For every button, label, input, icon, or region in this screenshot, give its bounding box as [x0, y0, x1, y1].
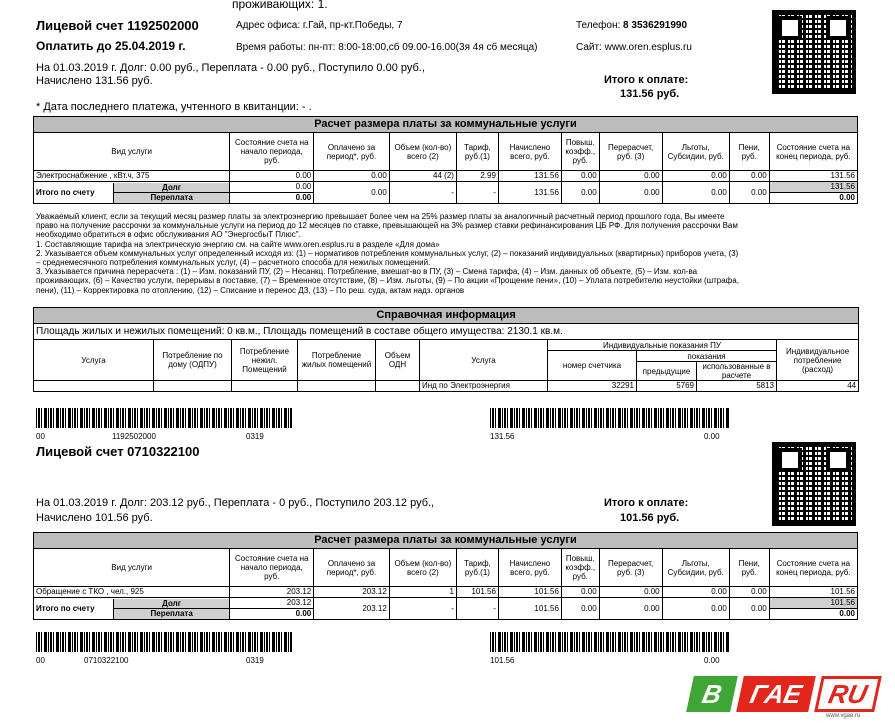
- table-row: Электроснабжение , кВт.ч, 375 0.00 0.00 44 (2) 2.99 131.56 0.00 0.00 0.00 0.00 131.56: [34, 171, 858, 182]
- balance-line: На 01.03.2019 г. Долг: 0.00 руб., Переплата - 0.00 руб., Поступило 0.00 руб.,: [36, 62, 425, 74]
- total-row-over: 0.00 0.00: [34, 193, 858, 204]
- account-number-2: Лицевой счет 0710322100: [36, 444, 200, 459]
- total-row-over-2: 0.00 0.00: [34, 609, 858, 620]
- col-charged: Начислено всего, руб.: [498, 133, 561, 171]
- table-row: Обращение с ТКО , чел., 925 203.12 203.12 1 101.56 101.56 0.00 0.00 0.00 0.00 101.56: [34, 587, 858, 598]
- ref-area: Площадь жилых и нежилых помещений: 0 кв.м., Площадь помещений в составе общего имущества: 2130.1 кв.м.: [34, 324, 859, 340]
- col-service: Вид услуги: [34, 133, 230, 171]
- barcode-left-2: [36, 632, 292, 652]
- col-paid: Оплачено за период*, руб.: [314, 133, 390, 171]
- total-label-2: Итого к оплате:: [604, 497, 689, 509]
- account-number: Лицевой счет 1192502000: [36, 18, 199, 33]
- col-tariff: Тариф, руб.(1): [456, 133, 498, 171]
- total-value-2: 101.56 руб.: [620, 512, 680, 524]
- ref-title: Справочная информация: [34, 308, 859, 324]
- top-fragment: проживающих: 1.: [232, 0, 328, 11]
- reference-table: Справочная информация Площадь жилых и нежилых помещений: 0 кв.м., Площадь помещений в составе общего имущества: 2130.1 кв.м. Услуга Потребление по дому (ОДПУ) Потребление нежил. Помещений Потребление жилых помещений Объем ОДН Услуга Индивидуальные показания ПУ Индивидуальное потребление (расход) номер счетчика показания предыдущие использованные в расчете Инд по Электроэнергия 32291 5769 5813 44: [33, 307, 859, 392]
- balance-line-2: На 01.03.2019 г. Долг: 203.12 руб., Переплата - 0 руб., Поступило 203.12 руб.,: [36, 497, 435, 509]
- pay-until: Оплатить до 25.04.2019 г.: [36, 39, 186, 53]
- website: Сайт: www.oren.esplus.ru: [576, 42, 692, 53]
- charged-line: Начислено 131.56 руб.: [36, 75, 153, 87]
- work-hours: Время работы: пн-пт: 8:00-18:00,сб 09.00-16.00(3я 4я сб месяца): [236, 42, 538, 53]
- qr-code: [772, 10, 856, 94]
- total-value: 131.56 руб.: [620, 88, 680, 100]
- total-label: Итого к оплате:: [604, 74, 689, 86]
- col-recalc: Перерасчет, руб. (3): [599, 133, 662, 171]
- col-penalty: Пени, руб.: [729, 133, 769, 171]
- col-volume: Объем (кол-во) всего (2): [389, 133, 456, 171]
- calc-title-2: Расчет размера платы за коммунальные услуги: [34, 533, 858, 549]
- notes-block: Уважаемый клиент, если за текущий месяц размер платы за электроэнергию превышает более чем на 25% размер платы за аналогичный расчетный период прошлого года, Вы имеете право на получение рассрочки за коммунальные услуги на период до 12 месяцев по ставке, превышающей на 3% размер ставки рефинансирования ЦБ РФ. Для получения рассрочки Вам необходимо обратиться в офис обслуживания АО "ЭнергосбыТ Плюс". 1. Составляющие тарифа на электрическую энергию см. на сайте www.oren.esplus.ru в разделе «Для дома» 2. Указывается объем коммунальных услуг определенный исходя из: (1) – нормативов потребления коммунальных услуг, (2) – показаний индивидуальных (квартирных) приборов учета, (3) – среднемесячного потребления коммунальных услуг, (4) – расчетного способа для нежилых помещений. 3. Указывается причина перерасчета : (1) – Изм. показаний ПУ, (2) – Несанкц. Потребление, вмешат-во в ПУ, (3) – Смена тарифа, (4) – Изм. данных об объекте, (5) – Изм. кол-ва проживающих, (6) – Качество услуги, перерывы в поставке, (7) – Временное отсутствие, (8) – Изм. льготы, (9) – По акции «Прощение пени», (10) – Уплата потребителю неустойки (штрафа, пени), (11) – Корректировка по отоплению, (12) – Списание и перенос ДЗ, (13) – По реш. суда, актам надз. органов: [36, 212, 739, 295]
- calc-title: Расчет размера платы за коммунальные услуги: [34, 117, 858, 133]
- col-benefits: Льготы, Субсидии, руб.: [662, 133, 729, 171]
- phone: Телефон: 8 3536291990: [576, 20, 688, 31]
- calc-table-2: Расчет размера платы за коммунальные услуги Вид услуги Состояние счета на начало периода, руб. Оплачено за период*, руб. Объем (кол-во) всего (2) Тариф, руб.(1) Начислено всего, руб. Повыш. коэфф., руб. Перерасчет, руб. (3) Льготы, Субсидии, руб. Пени, руб. Состояние счета на конец периода, руб. Обращение с ТКО , чел., 925 203.12 203.12 1 101.56 101.56 0.00 0.00 0.00 0.00 101.56 Итого по счету Долг Переплата 203.12 203.12 - - 101.56 0.00 0.00 0.00 0.00 101.56 0.00 0.00: [33, 532, 858, 620]
- last-payment: * Дата последнего платежа, учтенного в квитанции: - .: [36, 101, 312, 113]
- charged-line-2: Начислено 101.56 руб.: [36, 512, 153, 524]
- barcode-right-2: [490, 632, 730, 652]
- barcode-left: [36, 408, 292, 428]
- barcode-right: [490, 408, 730, 428]
- col-coef: Повыш. коэфф., руб.: [561, 133, 599, 171]
- office-address: Адрес офиса: г.Гай, пр-кт.Победы, 7: [236, 20, 403, 31]
- calc-table: [33, 116, 858, 204]
- total-row-debt-2: Итого по счету Долг Переплата 203.12 203.12 - - 101.56 0.00 0.00 0.00 0.00 101.56: [34, 598, 858, 609]
- col-start: Состояние счета на начало периода, руб.: [230, 133, 314, 171]
- qr-code-2: [772, 442, 856, 526]
- col-end: Состояние счета на конец периода, руб.: [769, 133, 857, 171]
- total-row-debt: Итого по счету Долг Переплата 0.00 0.00 - - 131.56 0.00 0.00 0.00 0.00 131.56: [34, 182, 858, 193]
- table-row: Инд по Электроэнергия 32291 5769 5813 44: [34, 381, 859, 392]
